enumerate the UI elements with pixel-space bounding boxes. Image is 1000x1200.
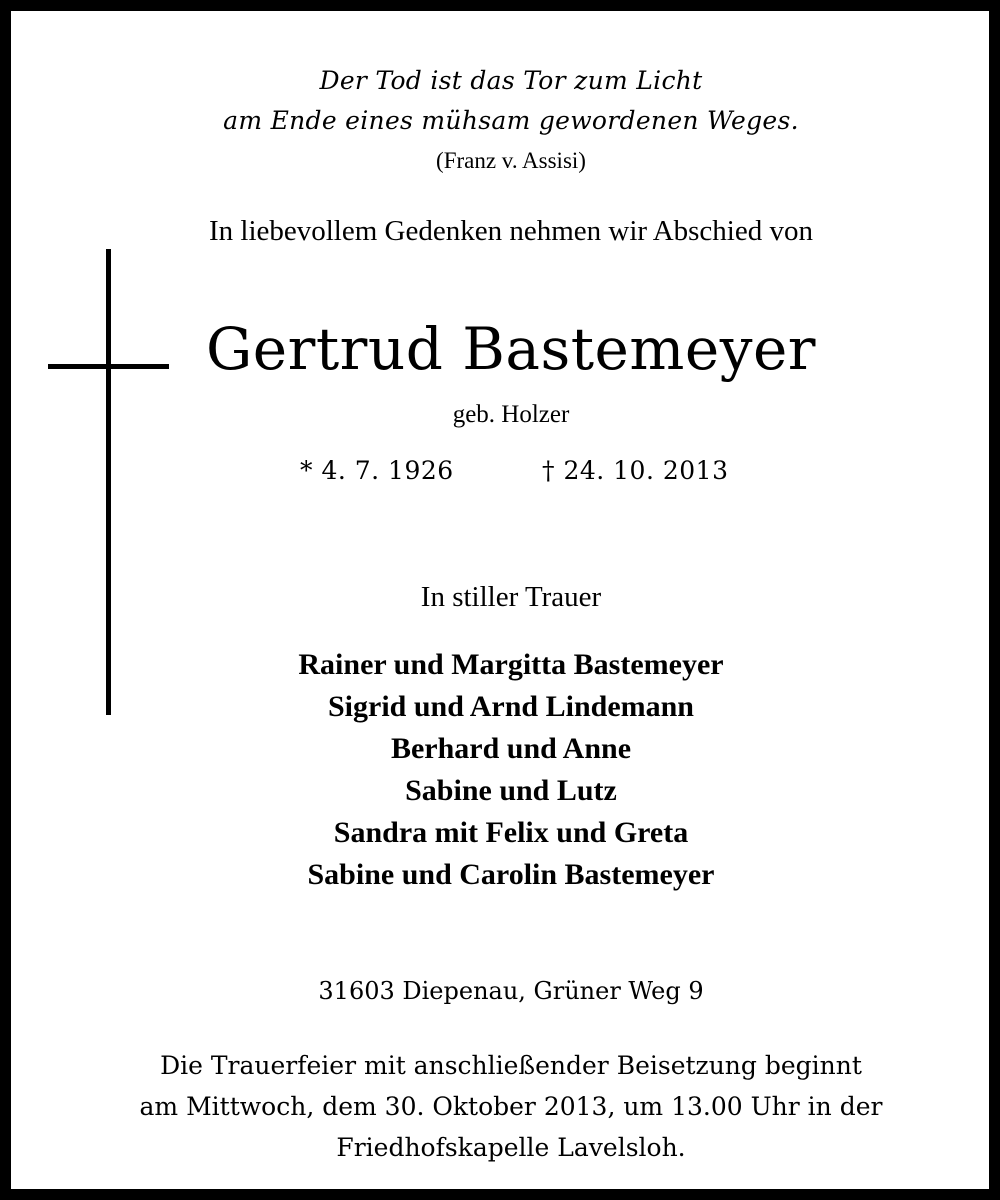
quote-line-1: Der Tod ist das Tor zum Licht: [319, 66, 703, 95]
maiden-name: geb. Holzer: [452, 401, 570, 428]
family-member: Sandra mit Felix und Greta: [333, 816, 689, 849]
service-line-1: Die Trauerfeier mit anschließender Beisetzung beginnt: [160, 1051, 862, 1080]
family-member: Rainer und Margitta Bastemeyer: [298, 648, 724, 681]
life-dates: [11, 456, 1000, 490]
deceased-name: Gertrud Bastemeyer: [205, 315, 817, 383]
death-date: † 24. 10. 2013: [542, 456, 729, 485]
quote-line-2: am Ende eines mühsam gewordenen Weges.: [223, 106, 799, 135]
intro-text: In liebevollem Gedenken nehmen wir Abschied von: [208, 215, 813, 247]
family-member: Sabine und Lutz: [405, 774, 617, 807]
service-line-3: Friedhofskapelle Lavelsloh.: [336, 1133, 686, 1162]
family-member: Berhard und Anne: [390, 732, 632, 765]
service-line-2: am Mittwoch, dem 30. Oktober 2013, um 13.00 Uhr in der: [139, 1092, 883, 1121]
address: 31603 Diepenau, Grüner Weg 9: [318, 977, 704, 1005]
birth-date: * 4. 7. 1926: [300, 456, 454, 485]
family-member: Sabine und Carolin Bastemeyer: [307, 858, 715, 891]
quote-source: (Franz v. Assisi): [436, 148, 586, 173]
mourning-line: In stiller Trauer: [420, 581, 602, 613]
family-member: Sigrid und Arnd Lindemann: [328, 690, 694, 723]
